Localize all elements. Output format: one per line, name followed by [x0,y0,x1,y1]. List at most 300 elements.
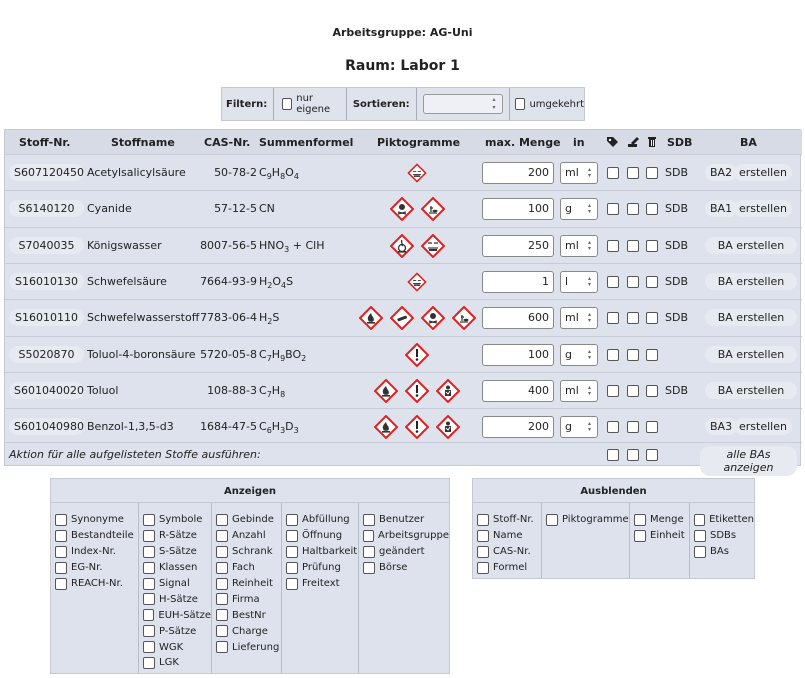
edit-checkbox[interactable] [627,276,639,288]
formula-index: 9 [280,353,286,363]
col-menge[interactable]: max. Menge [485,136,561,149]
ba-create-button[interactable]: erstellen [734,200,792,217]
own-only-label: nur eigene [296,93,331,115]
flame-pictogram-icon [374,379,398,403]
formula-part: H [259,274,268,288]
sdb-link[interactable]: SDB [665,202,688,216]
cas-number: 8007-56-5 [200,238,257,252]
max-quantity-input[interactable]: 600 [482,307,554,329]
substance-name: Königswasser [87,238,162,252]
formula-part: H [271,347,281,361]
option-label: SDBs [710,530,737,542]
ba-create-button[interactable]: BA erstellen [705,237,797,254]
option-item[interactable] [282,544,358,560]
formula-part: H [271,420,281,434]
unit-select[interactable]: g ▴▾ [560,198,598,220]
formula-index: 6 [266,426,272,436]
separator [273,88,274,120]
edit-icon [627,136,640,148]
delete-checkbox[interactable] [646,203,658,215]
bulk-checkbox-delete[interactable] [646,449,658,461]
group-title: Arbeitsgruppe: AG-Uni [332,26,473,39]
option-label: Benutzer [379,514,425,526]
col-in: in [573,136,585,149]
formula-index: 2 [301,353,307,363]
label-checkbox[interactable] [607,312,619,324]
option-checkbox[interactable] [286,546,298,558]
option-checkbox[interactable] [216,593,228,605]
sum-formula [259,166,299,181]
option-checkbox[interactable] [216,578,228,590]
bulk-checkbox-label[interactable] [607,449,619,461]
cas-number: 108-88-3 [207,383,257,397]
formula-part: C [259,383,267,397]
option-item[interactable] [139,528,211,544]
formula-index: 2 [267,281,273,291]
sdb-link[interactable]: SDB [665,238,688,252]
option-label: Signal [159,578,190,589]
label-checkbox[interactable] [607,421,619,433]
max-quantity-input[interactable]: 100 [482,198,554,220]
formula-part: H [271,166,281,179]
oxidizer-pictogram-icon [390,234,414,258]
option-label: Piktogramme [562,514,629,526]
formula-index: 8 [280,389,286,399]
option-item[interactable] [51,560,138,576]
option-item[interactable] [212,560,281,576]
option-label: Börse [379,562,408,574]
sum-formula [259,202,275,215]
option-checkbox[interactable] [143,641,155,653]
option-label: Arbeitsgruppe [377,530,449,542]
sum-formula [259,311,279,326]
option-checkbox[interactable] [363,562,375,574]
option-label: Haltbarkeit [302,546,358,558]
stoffnr-pill[interactable]: S16010110 [9,309,84,326]
option-item[interactable] [359,560,449,576]
unit-select[interactable]: ml ▴▾ [560,307,598,329]
reverse-checkbox[interactable] [515,98,525,110]
option-item[interactable] [51,512,138,528]
option-checkbox[interactable] [55,578,67,590]
show-all-ba-button[interactable]: alle BAs anzeigen [700,446,797,476]
trash-icon [646,136,658,148]
formula-index: 7 [266,353,272,363]
delete-checkbox[interactable] [646,385,658,397]
option-item[interactable] [139,655,211,671]
substance-name: Cyanide [87,202,132,216]
option-item[interactable] [282,576,358,592]
option-label: P-Sätze [159,625,197,637]
delete-checkbox[interactable] [646,312,658,324]
table-row [5,336,802,372]
label-checkbox[interactable] [607,276,619,288]
formula-index: 3 [280,426,286,436]
formula-part: H [259,311,268,325]
unit-select[interactable]: ml ▴▾ [560,235,598,257]
formula-part: BO [285,347,302,361]
max-quantity-input[interactable]: 100 [482,344,554,366]
option-item[interactable] [690,512,754,528]
table-row [5,154,802,190]
option-checkbox[interactable] [143,593,155,605]
option-label: Prüfung [302,562,341,574]
edit-checkbox[interactable] [627,240,639,252]
option-checkbox[interactable] [143,657,155,669]
option-checkbox[interactable] [363,514,375,526]
filter-label: Filtern: [226,98,268,110]
formula-part: D [285,420,294,434]
delete-checkbox[interactable] [646,421,658,433]
substance-name: Acetylsalicylsäure [87,166,186,179]
option-item[interactable] [690,544,754,560]
bulk-checkbox-edit[interactable] [627,449,639,461]
option-item[interactable] [139,607,211,623]
table-row [5,227,802,263]
options-column [281,503,358,673]
option-checkbox[interactable] [55,546,67,558]
tag-icon [606,136,619,148]
separator [416,88,417,120]
option-checkbox[interactable] [477,562,489,574]
option-item[interactable] [212,528,281,544]
formula-part: + ClH [289,238,325,252]
ba-create-button[interactable]: BA erstellen [705,382,797,399]
option-item[interactable] [359,544,449,560]
edit-checkbox[interactable] [627,203,639,215]
option-item[interactable] [139,560,211,576]
option-label: Fach [232,562,255,574]
edit-checkbox[interactable] [627,167,639,179]
label-checkbox[interactable] [607,203,619,215]
option-checkbox[interactable] [216,530,228,542]
option-checkbox[interactable] [634,530,646,542]
formula-part: CN [259,202,275,216]
formula-part: S [286,274,294,288]
cas-number: 1684-47-5 [200,420,257,434]
ba-create-button[interactable]: BA erstellen [705,309,797,326]
option-label: Öffnung [302,530,343,542]
table-row [5,299,802,335]
formula-part: C [259,166,267,179]
option-label: Stoff-Nr. [493,514,534,526]
option-item[interactable] [212,623,281,639]
option-item[interactable] [139,576,211,592]
ba-create-button[interactable]: erstellen [734,418,792,435]
option-checkbox[interactable] [216,562,228,574]
sum-formula [259,420,299,435]
ba-create-button[interactable]: erstellen [734,164,792,181]
formula-index: 3 [293,426,299,436]
substance-name: Schwefelwasserstoff [87,311,200,325]
option-checkbox[interactable] [477,530,489,542]
option-label: Formel [493,562,528,574]
option-item[interactable] [630,512,689,528]
cas-number: 5720-05-8 [200,347,257,361]
own-only-checkbox[interactable] [282,98,292,110]
substance-name: Toluol [87,383,119,397]
options-column [138,503,211,673]
table-header [5,130,802,154]
option-checkbox[interactable] [546,514,558,526]
flame-pictogram-icon [359,306,383,330]
cas-number: 57-12-5 [214,202,257,216]
corrosion-small-pictogram-icon [405,161,429,185]
option-label: Etiketten [709,514,754,526]
flame-pictogram-icon [374,415,398,439]
option-checkbox[interactable] [286,514,298,526]
room-title: Raum: Labor 1 [345,58,460,74]
sdb-link[interactable]: SDB [665,311,688,325]
option-label: EUH-Sätze [158,609,211,621]
option-item[interactable] [212,591,281,607]
stoffnr-pill[interactable]: S601040980 [9,418,84,435]
toxic-pictogram-icon [390,197,414,221]
exclamation-pictogram-icon [405,415,429,439]
option-label: Menge [650,514,684,526]
unit-select[interactable]: ml ▴▾ [560,380,598,402]
option-label: BAs [710,546,729,558]
option-checkbox[interactable] [694,546,706,558]
unit-select[interactable]: g ▴▾ [560,344,598,366]
option-checkbox[interactable] [55,514,67,526]
option-checkbox[interactable] [143,562,155,574]
option-checkbox[interactable] [216,641,228,653]
option-label: REACH-Nr. [71,578,123,589]
option-label: R-Sätze [159,530,197,542]
exclamation-pictogram-icon [405,379,429,403]
option-checkbox[interactable] [143,514,155,526]
max-quantity-input[interactable]: 250 [482,235,554,257]
separator [346,88,347,120]
option-item[interactable] [542,512,629,528]
substance-name: Schwefelsäure [87,274,167,288]
option-label: Charge [232,625,268,637]
option-label: Symbole [159,514,203,526]
option-item[interactable] [359,512,449,528]
option-checkbox[interactable] [143,609,154,621]
formula-index: 7 [266,389,272,399]
option-checkbox[interactable] [286,578,298,590]
option-checkbox[interactable] [286,530,298,542]
option-item[interactable] [139,544,211,560]
option-checkbox[interactable] [363,530,374,542]
delete-checkbox[interactable] [646,240,658,252]
edit-checkbox[interactable] [627,312,639,324]
col-formula[interactable]: Summenformel [259,136,354,149]
formula-index: 4 [281,281,287,291]
option-checkbox[interactable] [363,546,375,558]
unit-select[interactable]: ml ▴▾ [560,162,598,184]
sort-select[interactable] [423,94,503,114]
option-checkbox[interactable] [477,514,489,526]
formula-part: C [259,347,267,361]
option-item[interactable] [282,512,358,528]
separator [509,88,510,120]
label-checkbox[interactable] [607,349,619,361]
option-item[interactable] [473,512,541,528]
substance-name: Benzol-1,3,5-d3 [87,420,174,434]
sort-label: Sortieren: [352,98,410,110]
option-item[interactable] [630,528,689,544]
options-column [541,503,629,578]
sdb-link[interactable]: SDB [665,274,688,288]
option-checkbox[interactable] [216,546,228,558]
formula-part: HNO [259,238,285,252]
option-label: Lieferung [232,641,280,653]
delete-checkbox[interactable] [646,276,658,288]
ausblenden-title: Ausblenden [473,479,754,503]
formula-index: 8 [280,172,286,182]
option-item[interactable] [690,528,754,544]
ba-create-button[interactable]: BA erstellen [705,346,797,363]
table-row [5,263,802,299]
option-item[interactable] [139,623,211,639]
option-label: BestNr [232,609,266,621]
edit-checkbox[interactable] [627,421,639,433]
option-item[interactable] [139,639,211,655]
max-quantity-input[interactable]: 200 [482,162,554,184]
option-checkbox[interactable] [286,562,298,574]
stoffnr-pill[interactable]: S16010130 [9,273,84,290]
option-item[interactable] [359,528,449,544]
unit-select[interactable]: l ▴▾ [560,271,598,293]
filter-bar [221,87,585,121]
bulk-action-text: Aktion für alle aufgelisteten Stoffe ausführen: [9,448,261,461]
corrosion-small-pictogram-icon [405,270,429,294]
option-checkbox[interactable] [694,514,705,526]
max-quantity-input[interactable]: 1 [482,271,554,293]
edit-checkbox[interactable] [627,385,639,397]
col-stoffname[interactable]: Stoffname [111,136,175,149]
label-checkbox[interactable] [607,167,619,179]
gas-pictogram-icon [390,306,414,330]
option-item[interactable] [212,544,281,560]
table-row [5,190,802,226]
formula-index: 4 [293,172,299,182]
bulk-action-row [5,442,802,474]
edit-checkbox[interactable] [627,349,639,361]
col-sdb: SDB [667,136,693,149]
max-quantity-input[interactable]: 400 [482,380,554,402]
sum-formula [259,348,306,363]
option-item[interactable] [212,607,281,623]
options-column [211,503,281,673]
table-row [5,372,802,408]
option-item[interactable] [282,560,358,576]
option-item[interactable] [282,528,358,544]
option-checkbox[interactable] [216,625,228,637]
stoffnr-pill[interactable]: S601040020 [9,382,84,399]
option-checkbox[interactable] [143,578,155,590]
option-checkbox[interactable] [143,625,155,637]
option-label: Reinheit [232,578,273,589]
formula-part: S [272,311,280,325]
option-label: Index-Nr. [71,546,116,558]
option-item[interactable] [212,639,281,655]
sdb-link[interactable]: SDB [665,166,688,179]
option-checkbox[interactable] [694,530,706,542]
option-item[interactable] [139,591,211,607]
sum-formula [259,239,324,254]
stoffnr-pill[interactable]: S6140120 [9,200,84,217]
option-label: Freitext [302,578,340,589]
cas-number: 50-78-2 [214,166,257,179]
option-label: WGK [159,641,184,653]
option-item[interactable] [473,544,541,560]
substance-table [4,129,801,474]
table-row [5,408,802,444]
option-checkbox[interactable] [634,514,646,526]
option-label: Anzahl [232,530,266,542]
delete-checkbox[interactable] [646,349,658,361]
stoffnr-pill[interactable]: S5020870 [9,346,84,363]
ba-label[interactable]: BA2 [705,164,737,181]
corrosion-pictogram-icon [421,234,445,258]
option-checkbox[interactable] [55,530,67,542]
option-item[interactable] [139,512,211,528]
col-cas[interactable]: CAS-Nr. [204,136,251,149]
option-checkbox[interactable] [216,514,228,526]
toxic-pictogram-icon [421,306,445,330]
option-item[interactable] [212,576,281,592]
formula-index: 9 [266,172,272,182]
option-checkbox[interactable] [216,609,228,621]
option-item[interactable] [473,528,541,544]
sdb-link[interactable]: SDB [665,383,688,397]
label-checkbox[interactable] [607,240,619,252]
max-quantity-input[interactable]: 200 [482,416,554,438]
anzeigen-panel [50,478,450,674]
label-checkbox[interactable] [607,385,619,397]
options-column [689,503,754,578]
ba-label[interactable]: BA1 [705,200,737,217]
sum-formula [259,384,285,399]
option-item[interactable] [51,528,138,544]
options-column [358,503,449,673]
reverse-label: umgekehrt [529,98,584,110]
col-ba: BA [740,136,757,149]
option-label: Schrank [232,546,273,558]
stoffnr-pill[interactable]: S7040035 [9,237,84,254]
option-label: Abfüllung [302,514,350,526]
option-label: Synonyme [71,514,124,526]
ba-label[interactable]: BA3 [705,418,737,435]
options-column [629,503,689,578]
sum-formula [259,275,293,290]
ausblenden-panel [472,478,755,579]
option-label: LGK [159,657,179,669]
stoffnr-pill[interactable]: S607120450 [9,164,84,181]
option-item[interactable] [51,544,138,560]
option-item[interactable] [212,512,281,528]
cas-number: 7783-06-4 [200,311,257,325]
col-stoffnr[interactable]: Stoff-Nr. [19,136,71,149]
unit-select[interactable]: g ▴▾ [560,416,598,438]
option-item[interactable] [473,560,541,576]
option-checkbox[interactable] [143,530,155,542]
anzeigen-title: Anzeigen [51,479,449,503]
option-checkbox[interactable] [143,546,155,558]
option-item[interactable] [51,576,138,592]
formula-part: C [259,420,267,434]
delete-checkbox[interactable] [646,167,658,179]
option-checkbox[interactable] [55,562,67,574]
option-label: geändert [379,546,425,558]
option-label: Gebinde [232,514,274,526]
ba-create-button[interactable]: BA erstellen [705,273,797,290]
option-checkbox[interactable] [477,546,489,558]
